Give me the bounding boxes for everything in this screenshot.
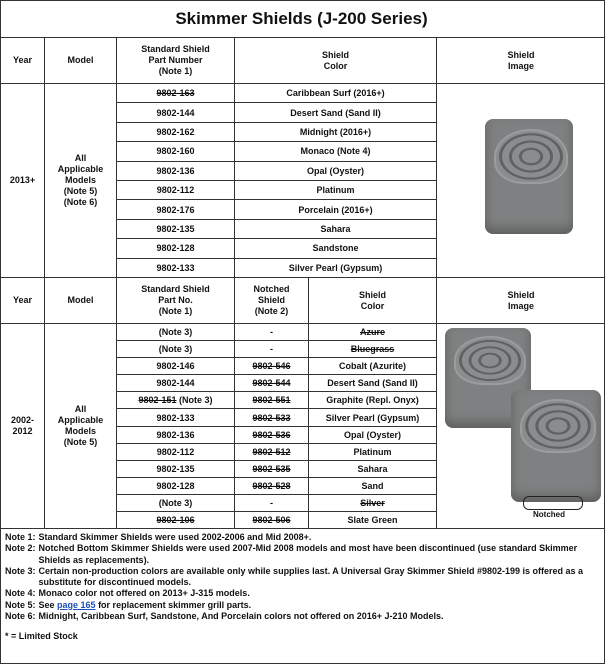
color-cell: [309, 512, 437, 529]
part-number: 9802-163: [156, 88, 195, 99]
header-notched-line1: Notched: [253, 284, 290, 294]
part-number-cell: [117, 103, 235, 122]
note-text-after: for replacement skimmer grill parts.: [95, 599, 252, 610]
color-cell: [309, 477, 437, 494]
model-line: Applicable: [57, 163, 104, 174]
model-line: Applicable: [57, 415, 104, 426]
part-number-cell: [117, 122, 235, 141]
color-cell: [309, 494, 437, 511]
color-cell: [309, 358, 437, 375]
color-cell: [309, 426, 437, 443]
note-text: Standard Skimmer Shields were used 2002-2006 and Mid 2008+.: [38, 532, 312, 542]
model-line: Models: [64, 174, 96, 185]
color-name: Platinum: [353, 446, 392, 457]
shield-image: [439, 85, 604, 275]
color-cell: Platinum: [235, 180, 437, 199]
notched-part-cell: [235, 409, 309, 426]
color-cell: Porcelain (2016+): [235, 200, 437, 219]
part-number: (Note 3): [158, 497, 193, 508]
part-number: 9802-151: [138, 395, 177, 406]
part-number: (Note 3): [158, 327, 193, 338]
part-number: 9802-106: [156, 515, 195, 526]
notched-part-number: 9802-536: [252, 429, 291, 440]
header-color-line1: Shield: [358, 289, 386, 300]
part-number: 9802-160: [156, 146, 195, 157]
header-part-line2: Part No.: [158, 295, 193, 305]
table-2002-2012: [0, 277, 605, 529]
color-name: Desert Sand (Sand II): [327, 378, 418, 389]
color-cell: [309, 375, 437, 392]
color-name: Cobalt (Azurite): [339, 361, 406, 372]
part-number-cell: [117, 239, 235, 258]
table-2013: [0, 37, 605, 278]
model-line: All: [74, 152, 87, 163]
notched-part-number: 9802-506: [252, 515, 291, 526]
part-number: 9802-136: [156, 165, 195, 176]
year-line: 2012: [12, 426, 33, 437]
note-text: Midnight, Caribbean Surf, Sandstone, And Porcelain colors not offered on 2016+ J-210 Models.: [38, 611, 444, 622]
header-image-line2: Image: [507, 300, 534, 311]
part-number: 9802-176: [156, 204, 195, 215]
notched-part-number: -: [270, 327, 273, 338]
header-part-number: [117, 38, 235, 84]
color-cell: [309, 324, 437, 341]
part-number-cell: [117, 494, 235, 511]
part-number-cell: [117, 477, 235, 494]
notched-shield-icon: [511, 390, 601, 502]
notched-part-number: -: [270, 344, 273, 355]
header-year: Year: [1, 38, 45, 84]
part-number-cell: [117, 219, 235, 238]
part-number: 9802-133: [156, 262, 195, 273]
part-number-cell: [117, 460, 235, 477]
color-name: Azure: [359, 327, 385, 338]
grill-rings-icon: [520, 399, 596, 453]
model-line: (Note 6): [63, 196, 98, 207]
table-row: [1, 84, 605, 103]
part-number-cell: [117, 84, 235, 103]
notched-image-label: Notched: [533, 510, 565, 520]
color-cell: Midnight (2016+): [235, 122, 437, 141]
shield-image-cell: [437, 324, 605, 529]
part-number: 9802-146: [156, 361, 195, 372]
note-text: Monaco color not offered on 2013+ J-315 models.: [38, 588, 250, 599]
header-color-line2: Color: [323, 60, 348, 71]
notched-part-cell: [235, 358, 309, 375]
grill-rings-icon: [454, 336, 527, 385]
header-color-line1: Shield: [321, 49, 349, 60]
header-notched-shield: [235, 278, 309, 324]
color-cell: [309, 443, 437, 460]
grill-rings-icon: [494, 129, 568, 185]
note-item: [5, 543, 599, 566]
notched-part-cell: [235, 494, 309, 511]
part-number-cell: [117, 341, 235, 358]
header-image-line1: Shield: [507, 49, 535, 60]
part-number-cell: [117, 180, 235, 199]
notched-part-number: 9802-546: [252, 361, 291, 372]
color-name: Slate Green: [347, 515, 398, 526]
part-number-cell: [117, 358, 235, 375]
notched-part-cell: [235, 512, 309, 529]
part-number-cell: [117, 258, 235, 277]
color-cell: Silver Pearl (Gypsum): [235, 258, 437, 277]
color-cell: Sahara: [235, 219, 437, 238]
color-cell: Monaco (Note 4): [235, 142, 437, 161]
model-line: (Note 5): [63, 185, 98, 196]
notched-part-number: -: [270, 497, 273, 508]
note-item: [5, 611, 599, 622]
header-part-line3: (Note 1): [158, 66, 193, 76]
part-number: 9802-135: [156, 223, 195, 234]
notched-part-cell: [235, 375, 309, 392]
part-number-cell: [117, 512, 235, 529]
notch-outline: [523, 496, 583, 510]
notched-part-cell: [235, 460, 309, 477]
color-cell: Desert Sand (Sand II): [235, 103, 437, 122]
model-line: (Note 5): [63, 437, 98, 448]
color-cell: [309, 460, 437, 477]
color-cell: Opal (Oyster): [235, 161, 437, 180]
part-number: 9802-144: [156, 378, 195, 389]
note-item: [5, 588, 599, 599]
part-number-cell: [117, 161, 235, 180]
part-number: 9802-112: [156, 185, 195, 196]
year-cell: [1, 324, 45, 529]
color-name: Bluegrass: [350, 344, 395, 355]
header-model: Model: [45, 38, 117, 84]
color-name: Opal (Oyster): [343, 429, 401, 440]
header-image-line1: Shield: [507, 289, 535, 300]
notched-part-cell: [235, 392, 309, 409]
part-number: 9802-135: [156, 463, 195, 474]
page-title: Skimmer Shields (J-200 Series): [0, 0, 603, 38]
notched-part-number: 9802-535: [252, 463, 291, 474]
model-line: Models: [64, 426, 96, 437]
model-cell: [45, 324, 117, 529]
part-number: 9802-128: [156, 243, 195, 254]
color-name: Silver: [360, 497, 385, 508]
part-number-cell: [117, 392, 235, 409]
notched-part-number: 9802-512: [252, 446, 291, 457]
note-label: Note 1:: [5, 532, 36, 542]
notched-part-cell: [235, 477, 309, 494]
note-text: Certain non-production colors are available only while supplies last. A Universal Gray Skimmer Shield #9802-199 is offered as a substitute for discontinued models.: [38, 565, 584, 588]
header-image-line2: Image: [507, 60, 534, 71]
part-number-cell: [117, 142, 235, 161]
notched-part-number: 9802-533: [252, 412, 291, 423]
part-number: 9802-128: [156, 480, 195, 491]
header-notched-line3: (Note 2): [254, 306, 289, 316]
note-label: Note 5:: [5, 599, 36, 610]
part-number-cell: [117, 324, 235, 341]
note-text: [36, 600, 599, 611]
shield-image-cell: [437, 84, 605, 278]
part-number-cell: [117, 375, 235, 392]
color-cell: Sandstone: [235, 239, 437, 258]
part-number: 9802-133: [156, 412, 195, 423]
part-number: 9802-144: [156, 107, 195, 118]
header-part-line2: Part Number: [148, 55, 203, 65]
note-label: Note 6:: [5, 611, 36, 622]
color-cell: [309, 341, 437, 358]
part-number: (Note 3): [158, 344, 193, 355]
note-item: [5, 600, 599, 611]
model-line: All: [74, 404, 87, 415]
header-notched-line2: Shield: [257, 295, 285, 305]
part-number-cell: [117, 426, 235, 443]
header-model: Model: [45, 278, 117, 324]
notched-part-cell: [235, 341, 309, 358]
header-part-line3: (Note 1): [158, 306, 193, 316]
color-name: Silver Pearl (Gypsum): [325, 412, 420, 423]
color-name: Sahara: [357, 463, 388, 474]
notes-section: [5, 532, 599, 643]
limited-stock-note: * = Limited Stock: [5, 631, 78, 642]
header-color: [235, 38, 437, 84]
table-row: [1, 324, 605, 341]
model-cell: [45, 84, 117, 278]
note-text: Notched Bottom Skimmer Shields were used 2007-Mid 2008 models and most have been discontinued (use standard Skimmer Shields as replacements).: [38, 543, 578, 565]
header-year: Year: [1, 278, 45, 324]
header-part-number: [117, 278, 235, 324]
year-line: 2002-: [10, 415, 35, 426]
note-text-before: See: [38, 599, 58, 610]
header-image: [437, 278, 605, 324]
color-name: Sand: [361, 480, 384, 491]
skimmer-shield-icon: [485, 119, 573, 234]
page-165-link[interactable]: page 165: [57, 599, 96, 610]
part-number: 9802-112: [156, 446, 195, 457]
note-item: [5, 566, 599, 589]
color-cell: [309, 392, 437, 409]
note-label: Note 4:: [5, 588, 36, 599]
header-image: [437, 38, 605, 84]
color-cell: [309, 409, 437, 426]
shield-image: [439, 326, 604, 526]
part-number: 9802-162: [156, 126, 195, 137]
notched-part-cell: [235, 324, 309, 341]
part-number-cell: [117, 443, 235, 460]
note-label: Note 3:: [5, 565, 36, 576]
notched-part-number: 9802-544: [252, 378, 291, 389]
year-cell: 2013+: [1, 84, 45, 278]
notched-part-number: 9802-551: [252, 395, 291, 406]
header-color-line2: Color: [360, 300, 385, 311]
notched-part-cell: [235, 443, 309, 460]
part-number-cell: [117, 200, 235, 219]
header-part-line1: Standard Shield: [141, 284, 210, 294]
note-label: Note 2:: [5, 543, 36, 554]
note-item: [5, 532, 599, 543]
part-note: (Note 3): [176, 395, 213, 406]
header-part-line1: Standard Shield: [141, 44, 210, 54]
part-number: 9802-136: [156, 429, 195, 440]
color-cell: Caribbean Surf (2016+): [235, 84, 437, 103]
part-number-cell: [117, 409, 235, 426]
notes-list: [5, 532, 599, 622]
header-color: [309, 278, 437, 324]
notched-part-cell: [235, 426, 309, 443]
notched-part-number: 9802-528: [252, 480, 291, 491]
color-name: Graphite (Repl. Onyx): [326, 395, 419, 406]
